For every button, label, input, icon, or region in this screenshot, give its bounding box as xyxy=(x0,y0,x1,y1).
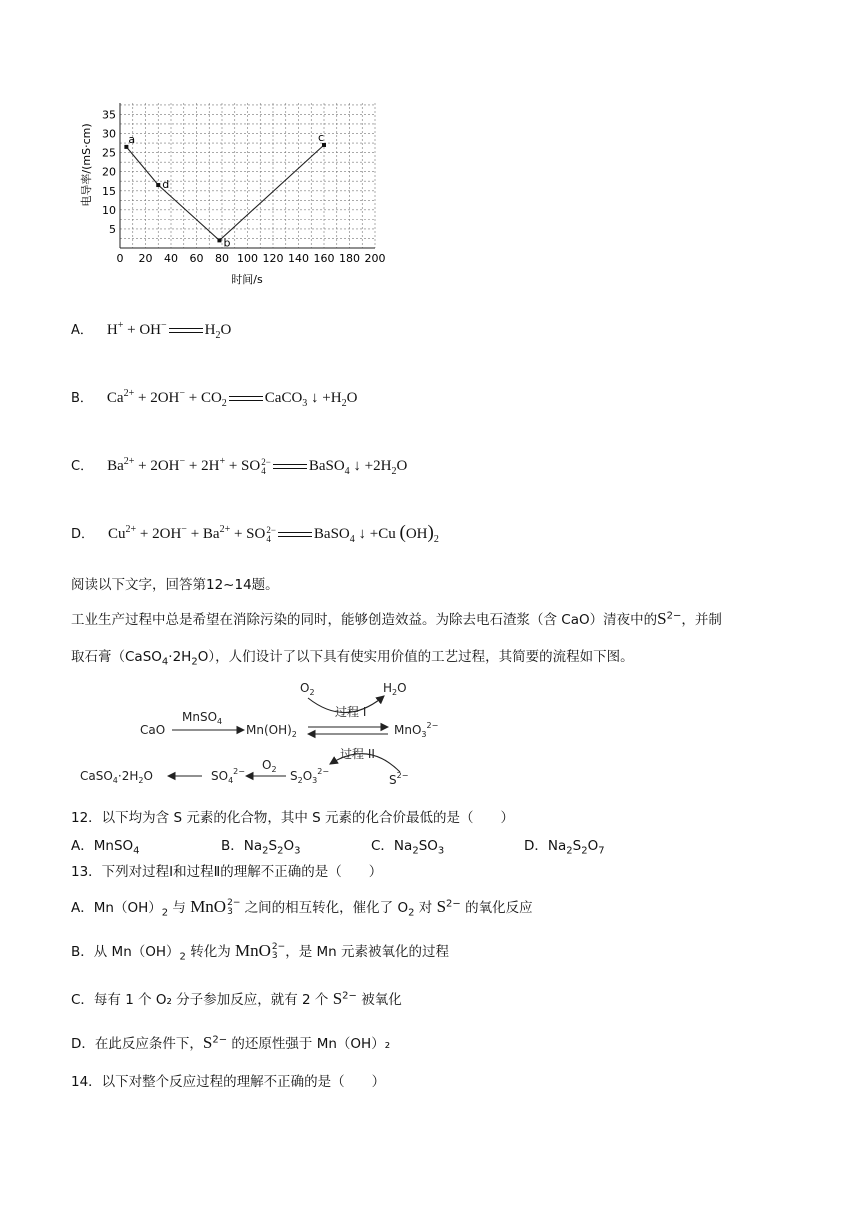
y-tick-label: 5 xyxy=(109,222,116,236)
point-label-a: a xyxy=(128,132,136,146)
y-axis-label: 电导率/(mS·cm) xyxy=(80,123,93,207)
y-tick-label: 15 xyxy=(102,184,116,198)
q11-option-c: C． $Ba^{2+} + 2OH^- + 2H^+$ + SO 2− 4 BaSO$_4$ ↓ $+2H_2O$ xyxy=(71,456,408,477)
q14-stem: 14．以下对整个反应过程的理解不正确的是（ ） xyxy=(71,1074,386,1090)
y-tick-label: 25 xyxy=(102,146,116,160)
x-tick-label: 100 xyxy=(237,252,258,265)
x-tick-label: 140 xyxy=(288,252,309,265)
data-point-b xyxy=(217,238,221,242)
point-label-c: c xyxy=(318,130,325,144)
point-label-d: d xyxy=(162,178,170,192)
q12-stem: 12．以下均为含 S 元素的化合物，其中 S 元素的化合价最低的是（ ） xyxy=(71,810,514,826)
q12-option-d: D．$Na_2S_2O_7$ xyxy=(524,838,605,857)
x-tick-label: 60 xyxy=(189,252,204,265)
flow-mnoh2: $Mn(OH)_2$ xyxy=(246,723,297,739)
y-tick-label: 10 xyxy=(102,203,116,217)
y-tick-label: 30 xyxy=(102,127,116,141)
q11-option-d: D． $Cu^{2+} + 2OH^- + Ba^{2+}$ + SO 2− 4 BaSO$_4$ ↓ +Cu $(OH)_2$ xyxy=(71,522,439,545)
x-tick-label: 40 xyxy=(164,252,178,265)
x-tick-label: 20 xyxy=(138,252,153,265)
chart-grid xyxy=(120,103,375,248)
flow-caso4: $CaSO_4\cdot 2H_2O$ xyxy=(80,769,153,785)
q13-option-d: D．在此反应条件下，$S^{2-}$ 的还原性强于 Mn（OH）₂ xyxy=(71,1033,391,1052)
flow-o2-top: $O_2$ xyxy=(300,681,315,697)
q13-option-c: C．每有 1 个 O₂ 分子参加反应，就有 2 个 $S^{2-}$ 被氧化 xyxy=(71,989,402,1008)
passage-line-2: 取石膏$(CaSO_4\cdot 2H_2O)$，人们设计了以下具有使实用价值的工艺过程，其简要的流程如下图。 xyxy=(71,649,634,668)
q11-option-b: B． $Ca^{2+} + 2OH^- + CO_2$ CaCO$_3$ ↓ $+H_2O$ xyxy=(71,388,358,409)
conductivity-chart xyxy=(75,95,385,290)
q12-option-b: B．$Na_2S_2O_3$ xyxy=(221,838,301,857)
point-label-b: b xyxy=(223,236,231,250)
reading-intro: 阅读以下文字，回答第12~14题。 xyxy=(71,577,279,593)
flow-o2-bottom: $O_2$ xyxy=(262,758,277,774)
x-axis-label: 时间/s xyxy=(231,273,263,286)
flow-mnso4: MnSO$_4$ xyxy=(182,710,223,726)
q13-stem: 13．下列对过程Ⅰ和过程Ⅱ的理解不正确的是（ ） xyxy=(71,864,383,880)
q12-option-a: A．MnSO$_4$ xyxy=(71,838,140,857)
flow-s2o3: $S_2O_3^{2-}$ xyxy=(290,767,330,785)
x-tick-label: 0 xyxy=(116,252,124,265)
flow-so4: $SO_4^{2-}$ xyxy=(211,767,245,785)
flow-s2: $S^{2-}$ xyxy=(389,771,409,786)
flow-mno3: MnO$_3^{2-}$ xyxy=(394,721,438,739)
flow-process1-label: 过程 I xyxy=(335,705,367,719)
q12-option-c: C．$Na_2SO_3$ xyxy=(371,838,445,857)
flow-process2-label: 过程 II xyxy=(340,747,375,761)
q13-option-b: B．从 $Mn(OH)_2$ 转化为 MnO 2− 3 ，是 Mn 元素被氧化的过程 xyxy=(71,941,449,963)
x-tick-label: 80 xyxy=(215,252,229,265)
y-tick-label: 20 xyxy=(102,165,116,179)
x-tick-label: 180 xyxy=(339,252,360,265)
y-tick-label: 35 xyxy=(102,108,116,122)
x-tick-label: 120 xyxy=(262,252,284,265)
q11-option-a: A． H+ + OH− $H_2O$ xyxy=(71,320,232,341)
flow-h2o: $H_2O$ xyxy=(383,681,407,697)
x-tick-label: 160 xyxy=(313,252,335,265)
data-point-d xyxy=(156,183,160,187)
q13-option-a: A．$Mn(OH)_2$ 与 MnO 2− 3 之间的相互转化，催化了 $O_2$ 对 $S^{2-}$ 的氧化反应 xyxy=(71,897,533,919)
series-line xyxy=(126,145,324,240)
passage-line-1: 工业生产过程中总是希望在消除污染的同时，能够创造效益。为除去电石渣浆（含 CaO）清夜中的$S^{2-}$，并制 xyxy=(71,609,722,628)
x-tick-label: 200 xyxy=(364,252,385,265)
process-flow-diagram xyxy=(78,676,438,786)
flow-cao: CaO xyxy=(140,723,166,737)
